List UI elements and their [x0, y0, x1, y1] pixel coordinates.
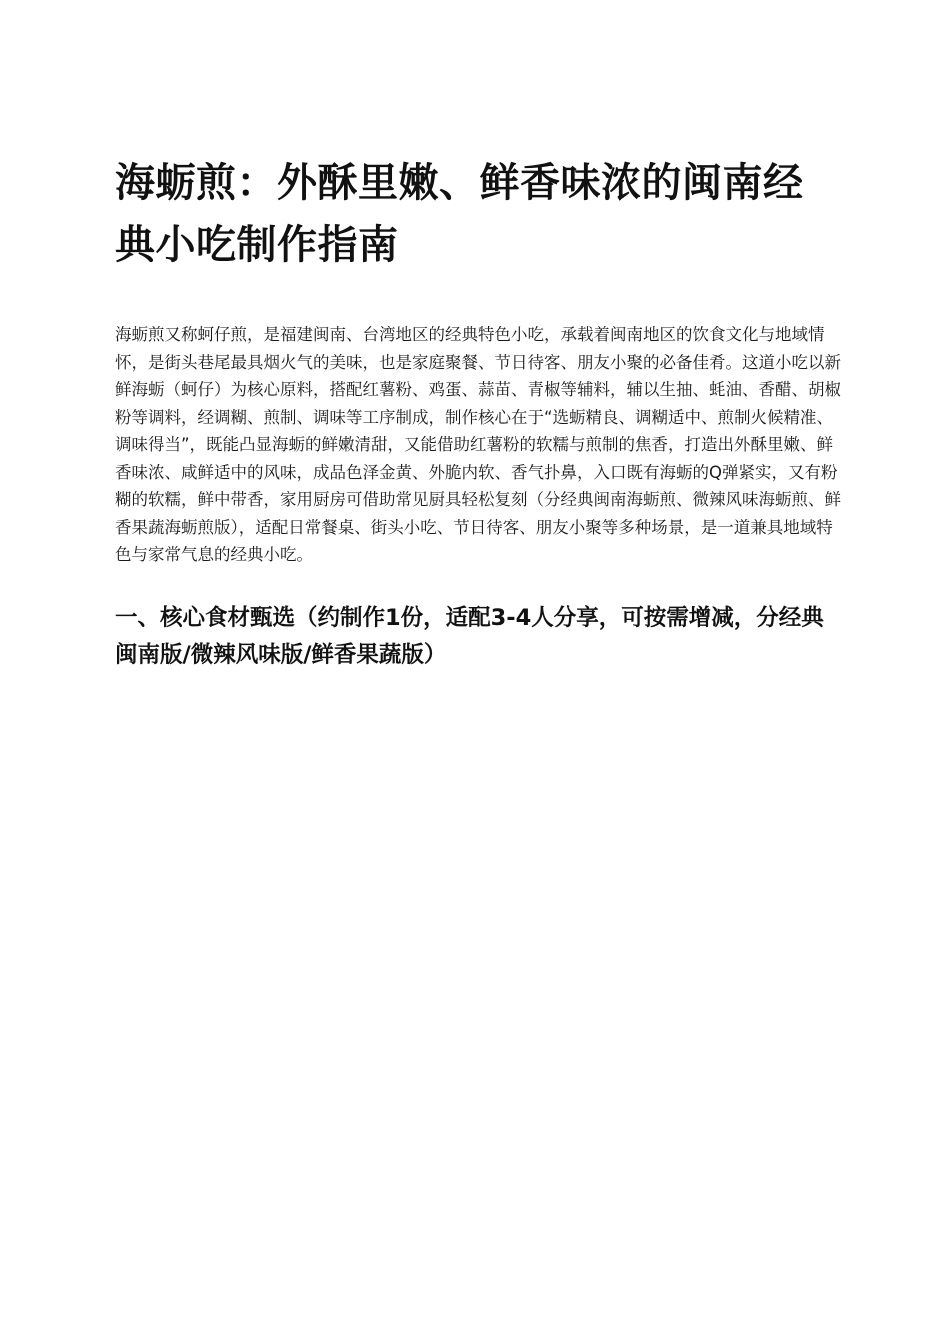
section-heading-ingredients: 一、核心食材甄选（约制作1份，适配3-4人分享，可按需增减，分经典闽南版/微辣风味版/鲜香果蔬版）	[115, 605, 824, 668]
document-title: 海蛎煎：外酥里嫩、鲜香味浓的闽南经典小吃制作指南	[115, 160, 804, 268]
intro-paragraph: 海蛎煎又称蚵仔煎，是福建闽南、台湾地区的经典特色小吃，承载着闽南地区的饮食文化与地域情怀，是街头巷尾最具烟火气的美味，也是家庭聚餐、节日待客、朋友小聚的必备佳肴。这道小吃以新鲜海蛎（蚵仔）为核心原料，搭配红薯粉、鸡蛋、蒜苗、青椒等辅料，辅以生抽、蚝油、香醋、胡椒粉等调料，经调糊、煎制、调味等工序制成，制作核心在于“选蛎精良、调糊适中、煎制火候精准、调味得当”，既能凸显海蛎的鲜嫩清甜，又能借助红薯粉的软糯与煎制的焦香，打造出外酥里嫩、鲜香味浓、咸鲜适中的风味，成品色泽金黄、外脆内软、香气扑鼻，入口既有海蛎的Q弹紧实，又有粉糊的软糯，鲜中带香，家用厨房可借助常见厨具轻松复刻（分经典闽南海蛎煎、微辣风味海蛎煎、鲜香果蔬海蛎煎版），适配日常餐桌、街头小吃、节日待客、朋友小聚等多种场景，是一道兼具地域特色与家常气息的经典小吃。	[115, 325, 841, 564]
